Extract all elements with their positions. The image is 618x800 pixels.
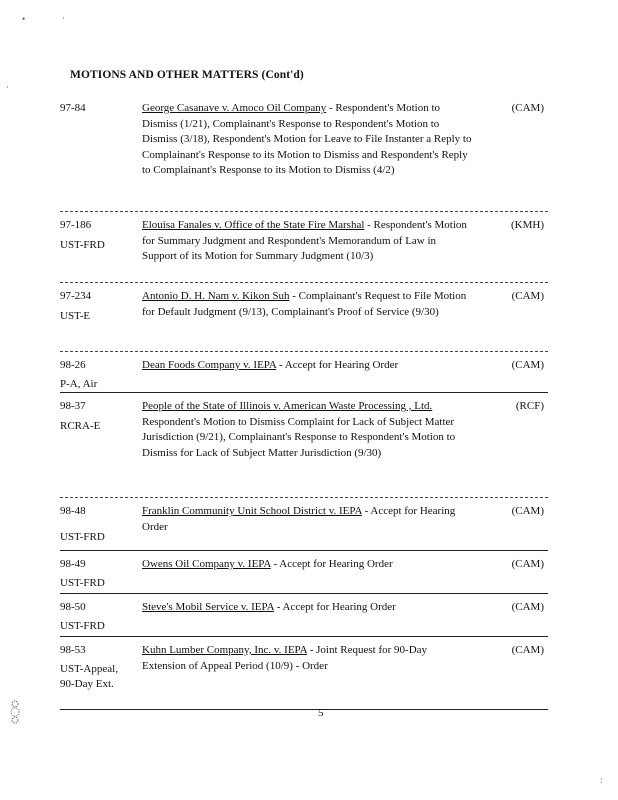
entry-description	[142, 399, 472, 461]
entry-description	[142, 218, 472, 265]
case-name: People of the State of Illinois v. American Waste Processing , Ltd.	[142, 400, 433, 412]
entry-description	[142, 358, 472, 374]
case-type-code: UST-Appeal, 90-Day Ext.	[60, 662, 118, 690]
scan-mark: •	[22, 14, 26, 24]
entry-description	[142, 643, 472, 674]
list-item	[60, 594, 548, 637]
docket-number: 98-37 RCRA-E	[60, 399, 132, 434]
list-item	[60, 95, 548, 212]
entry-text: - Accept for Hearing Order	[142, 505, 456, 533]
case-name: George Casanave v. Amoco Oil Company	[142, 102, 327, 114]
case-type-code: UST-FRD	[60, 238, 105, 251]
entry-description	[142, 600, 472, 616]
entry-description	[142, 289, 472, 320]
case-name: Steve's Mobil Service v. IEPA	[142, 601, 274, 613]
seal-stamp-icon	[8, 698, 22, 724]
entry-description	[142, 101, 472, 179]
list-item	[60, 498, 548, 551]
scan-mark: ·	[62, 13, 65, 23]
list-item	[60, 283, 548, 352]
docket-number: 97-186 UST-FRD	[60, 218, 132, 253]
hearing-officer-initials: (RCF)	[515, 400, 544, 412]
list-item	[60, 551, 548, 594]
docket-number: 98-26 P-A, Air	[60, 358, 132, 392]
hearing-officer-initials: (CAM)	[511, 601, 544, 613]
entry-description	[142, 504, 472, 535]
hearing-officer-initials: (KMH)	[511, 219, 544, 231]
scan-mark: ·	[6, 82, 9, 92]
entry-text: Respondent's Motion to Dismiss Complaint for Lack of Subject Matter Jurisdiction (9/21), Complainant's Response to Respondent's Motion to Dismiss for Lack of Subject Matter Jurisdiction (9/30)	[142, 415, 456, 459]
entry-description	[142, 557, 472, 573]
case-name: Franklin Community Unit School District v. IEPA	[142, 505, 362, 517]
case-name: Kuhn Lumber Company, Inc. v. IEPA	[142, 644, 307, 656]
case-type-code: UST-FRD	[60, 530, 105, 543]
docket-number: 98-53 UST-Appeal, 90-Day Ext.	[60, 643, 135, 693]
list-item	[60, 212, 548, 283]
list-item	[60, 637, 548, 710]
hearing-officer-initials: (CAM)	[511, 290, 544, 302]
hearing-officer-initials: (CAM)	[511, 558, 544, 570]
entry-text: - Joint Request for 90-Day Extension of Appeal Period (10/9) - Order	[142, 644, 428, 672]
docket-number: 98-48 UST-FRD	[60, 504, 132, 545]
case-type-code: UST-E	[60, 309, 91, 322]
entry-text: - Accept for Hearing Order	[276, 359, 399, 371]
list-item	[60, 393, 548, 498]
case-type-code: UST-FRD	[60, 576, 105, 589]
entry-text: - Respondent's Motion for Summary Judgment and Respondent's Memorandum of Law in Support of its Motion for Summary Judgment (10/3)	[142, 219, 467, 262]
case-name: Dean Foods Company v. IEPA	[142, 359, 277, 371]
hearing-officer-initials: (CAM)	[511, 505, 544, 517]
entry-text: - Accept for Hearing Order	[270, 558, 393, 570]
hearing-officer-initials: (CAM)	[511, 644, 544, 656]
motions-list	[60, 95, 548, 710]
scan-mark: :	[600, 775, 603, 785]
page-title: MOTIONS AND OTHER MATTERS (Cont'd)	[70, 69, 304, 81]
docket-number: 98-49 UST-FRD	[60, 557, 132, 591]
entry-text: - Respondent's Motion to Dismiss (1/21), Complainant's Response to Respondent's Motion to Dismiss (3/18), Respondent's Motion for Leave to File Instanter a Reply to Complainant's Response to its Motion to Dismiss and Respondent's Reply to Complainant's Response to its Motion to Dismiss (4/2)	[142, 102, 472, 176]
case-name: Elouisa Fanales v. Office of the State Fire Marshal	[142, 219, 365, 231]
entry-text: - Complainant's Request to File Motion for Default Judgment (9/13), Complainant's Proof of Service (9/30)	[142, 290, 467, 318]
docket-number: 97-234 UST-E	[60, 289, 132, 324]
docket-number: 97-84	[60, 102, 86, 114]
hearing-officer-initials: (CAM)	[511, 102, 544, 114]
case-name: Owens Oil Company v. IEPA	[142, 558, 271, 570]
case-type-code: UST-FRD	[60, 619, 105, 632]
page-number: 5	[318, 707, 324, 719]
docket-number: 98-50 UST-FRD	[60, 600, 132, 634]
list-item	[60, 352, 548, 393]
case-type-code: P-A, Air	[60, 377, 98, 390]
hearing-officer-initials: (CAM)	[511, 359, 544, 371]
entry-text: - Accept for Hearing Order	[273, 601, 396, 613]
case-type-code: RCRA-E	[60, 419, 101, 432]
case-name: Antonio D. H. Nam v. Kikon Suh	[142, 290, 290, 302]
